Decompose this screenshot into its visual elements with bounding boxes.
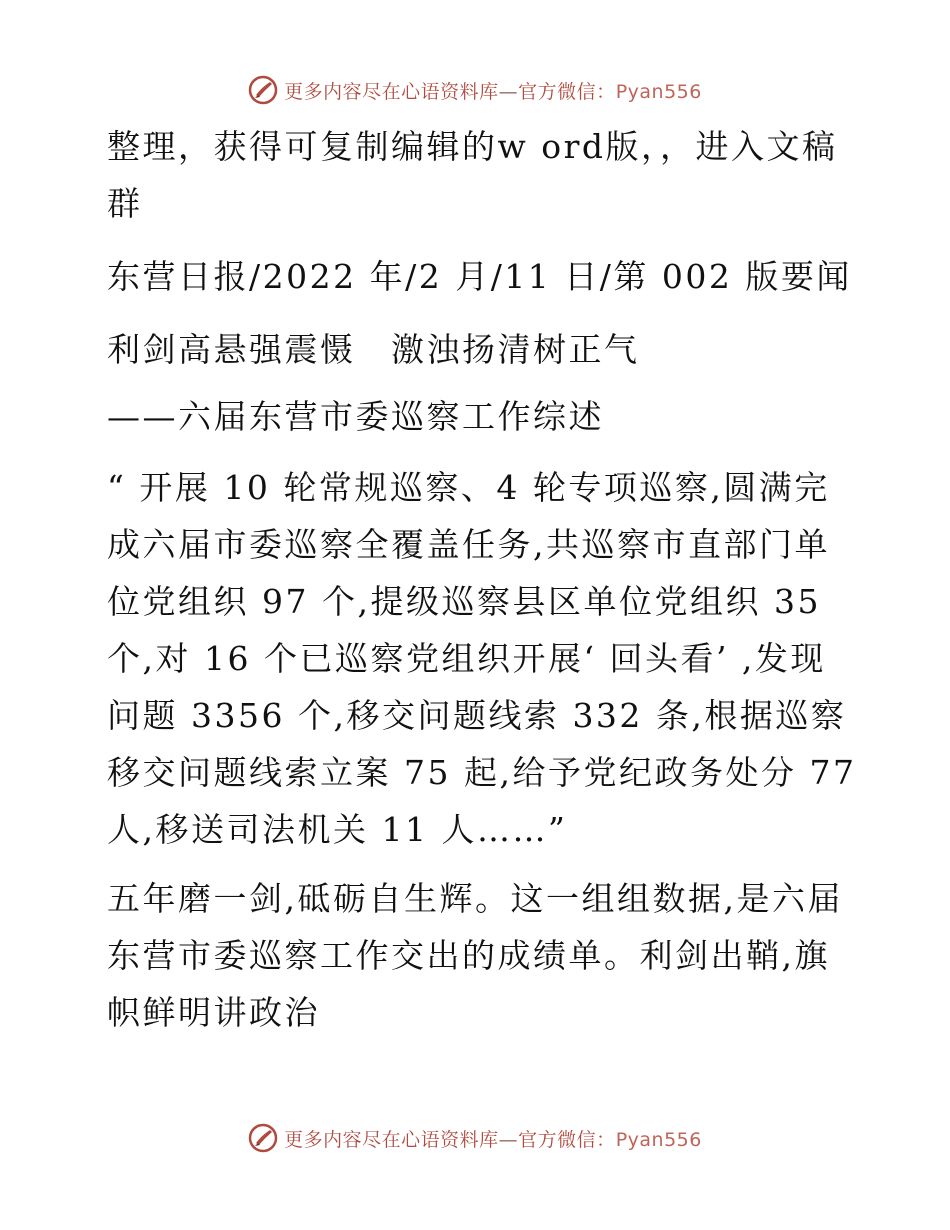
body-paragraph: 五年磨一剑,砥砺自生辉。这一组组数据,是六届东营市委巡察工作交出的成绩单。利剑出鞘,旗帜鲜明讲政治 [107,879,843,1032]
header-banner-separator: — [498,80,519,103]
source-line: 东营日报/2022 年/2 月/11 日/第 002 版要闻 [107,257,852,296]
footer-banner-separator: — [498,1128,519,1151]
article-subtitle: ——六届东营市委巡察工作综述 [107,397,604,436]
quote-paragraph: “ 开展 10 轮常规巡察、4 轮专项巡察,圆满完成六届市委巡察全覆盖任务,共巡察市直部门单位党组织 97 个,提级巡察县区单位党组织 35 个,对 16 个已巡察党组织开展‘ 回头看’ ,发现问题 3356 个,移交问题线索 332 条,根据巡察移交问题线索立案 75 起,给予党纪政务处分 77 人,移送司法机关 11 人……” [107,468,857,849]
header-banner [0,70,950,110]
article-title: 利剑高悬强震慑 激浊扬清树正气 [107,330,640,369]
intro-paragraph: 整理，获得可复制编辑的w ord版，，进入文稿群 [107,127,838,223]
footer-banner [0,1118,950,1158]
brush-pen-logo-icon [248,75,278,105]
header-banner-wechat-id: Pyan556 [615,80,702,103]
footer-banner-content [248,1123,702,1153]
header-banner-text [284,77,702,104]
header-banner-slogan: 更多内容尽在心语资料库 [284,80,499,103]
document-body [97,118,857,1041]
header-banner-label: 官方微信： [518,80,616,103]
footer-banner-text [284,1125,702,1152]
brush-pen-logo-icon [248,1123,278,1153]
footer-banner-wechat-id: Pyan556 [615,1128,702,1151]
header-banner-content [248,75,702,105]
footer-banner-label: 官方微信： [518,1128,616,1151]
footer-banner-slogan: 更多内容尽在心语资料库 [284,1128,499,1151]
